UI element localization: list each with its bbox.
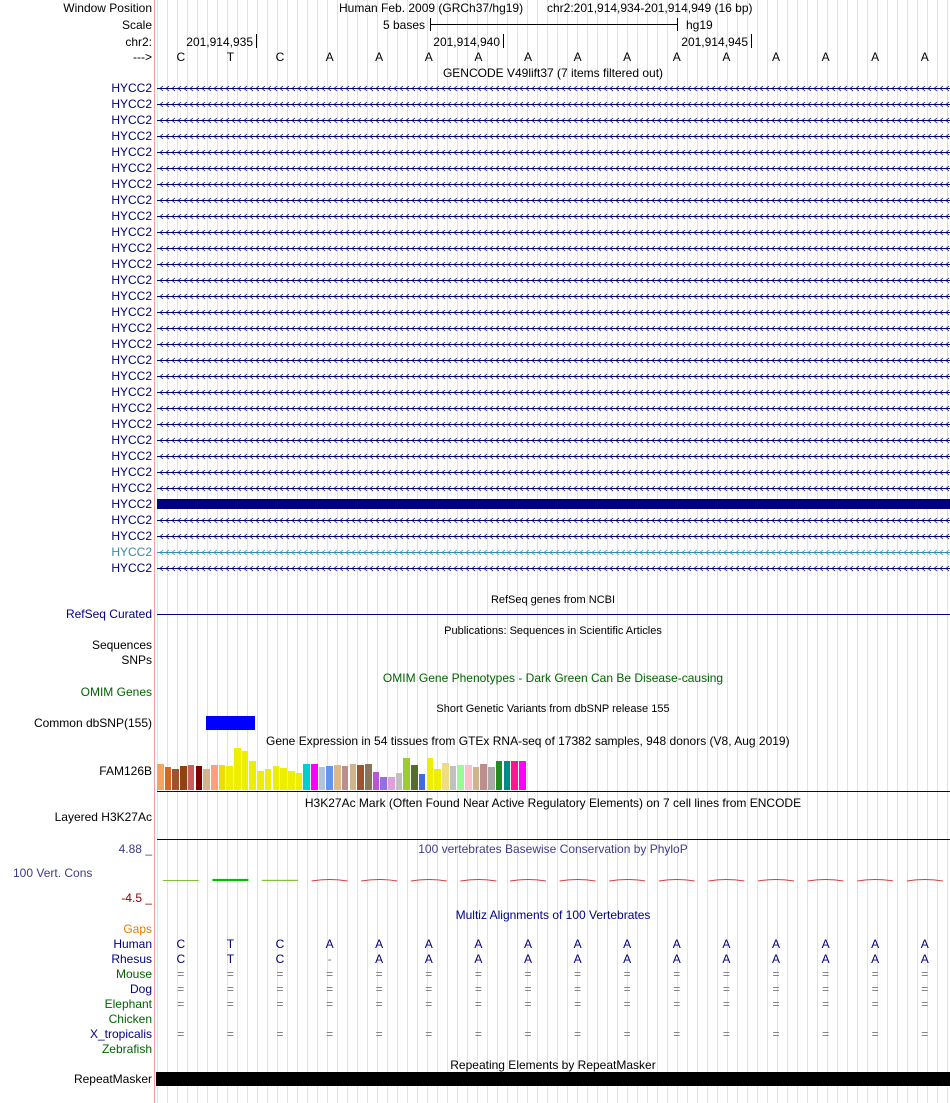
multiz-base: =: [326, 982, 334, 996]
multiz-base: =: [822, 982, 830, 996]
window-position-label: Window Position: [63, 1, 152, 15]
h3k27ac-track-label[interactable]: Layered H3K27Ac: [54, 810, 152, 824]
gtex-tissue-bar[interactable]: [273, 766, 280, 790]
gtex-tissue-bar[interactable]: [434, 769, 441, 790]
gencode-track-title[interactable]: GENCODE V49lift37 (7 items filtered out): [442, 66, 664, 80]
multiz-base: =: [524, 982, 532, 996]
multiz-species-label[interactable]: Chicken: [108, 1012, 152, 1026]
gtex-tissue-bar[interactable]: [265, 769, 272, 790]
multiz-base: =: [276, 997, 284, 1011]
multiz-base: =: [425, 1027, 433, 1041]
gtex-tissue-bar[interactable]: [373, 772, 380, 790]
phylop-track-title[interactable]: 100 vertebrates Basewise Conservation by PhyloP: [418, 842, 688, 856]
multiz-base: =: [772, 982, 780, 996]
gencode-gene-label[interactable]: HYCC2: [111, 337, 152, 351]
multiz-species-label[interactable]: Mouse: [115, 967, 152, 981]
base: A: [375, 50, 384, 64]
gencode-exon: [157, 499, 950, 509]
multiz-base: =: [574, 982, 582, 996]
multiz-base: =: [276, 1027, 284, 1041]
multiz-base: A: [325, 937, 334, 951]
multiz-base: =: [921, 967, 929, 981]
repeatmasker-block[interactable]: [156, 1072, 950, 1086]
phylop-track-label[interactable]: 100 Vert. Cons: [13, 866, 93, 880]
gtex-tissue-bar[interactable]: [288, 771, 295, 790]
gtex-tissue-bar[interactable]: [450, 766, 457, 790]
phylop-score: [758, 880, 794, 882]
gtex-tissue-bar[interactable]: [365, 764, 372, 790]
multiz-base: =: [177, 967, 185, 981]
dbsnp-variant[interactable]: [206, 716, 255, 730]
phylop-score: [163, 880, 199, 881]
multiz-base: A: [623, 937, 632, 951]
gtex-tissue-bar[interactable]: [380, 777, 387, 790]
gencode-gene-label[interactable]: HYCC2: [111, 385, 152, 399]
scale-text: 5 bases: [382, 18, 425, 32]
multiz-base: =: [474, 997, 482, 1011]
gencode-gene-label[interactable]: HYCC2: [111, 545, 152, 559]
multiz-base: =: [822, 967, 830, 981]
gencode-gene-label[interactable]: HYCC2: [111, 161, 152, 175]
multiz-base: =: [326, 967, 334, 981]
gtex-tissue-bar[interactable]: [342, 766, 349, 790]
multiz-base: A: [623, 952, 632, 966]
multiz-species-label[interactable]: Rhesus: [111, 952, 152, 966]
coord-tick: 201,914,935: [186, 35, 253, 49]
phylop-score: [212, 879, 248, 881]
base: A: [623, 50, 632, 64]
multiz-species-label[interactable]: Human: [113, 937, 152, 951]
gencode-gene-label[interactable]: HYCC2: [111, 417, 152, 431]
multiz-base: =: [425, 997, 433, 1011]
gtex-tissue-bar[interactable]: [473, 767, 480, 790]
gencode-gene-label[interactable]: HYCC2: [111, 369, 152, 383]
multiz-base: =: [474, 1027, 482, 1041]
gencode-gene-label[interactable]: HYCC2: [111, 513, 152, 527]
gencode-gene-label[interactable]: HYCC2: [111, 321, 152, 335]
gtex-tissue-bar[interactable]: [226, 766, 233, 790]
base: C: [176, 50, 186, 64]
multiz-base: =: [921, 1027, 929, 1041]
gencode-gene-label[interactable]: HYCC2: [111, 289, 152, 303]
multiz-base: =: [673, 997, 681, 1011]
gtex-tissue-bar[interactable]: [465, 765, 472, 790]
phylop-score: [659, 880, 695, 882]
gencode-gene-label[interactable]: HYCC2: [111, 113, 152, 127]
multiz-base: A: [424, 937, 433, 951]
multiz-base: =: [921, 982, 929, 996]
scale-db: hg19: [686, 18, 713, 32]
assembly-text: Human Feb. 2009 (GRCh37/hg19): [339, 1, 524, 15]
multiz-base: =: [425, 967, 433, 981]
base: A: [325, 50, 334, 64]
multiz-base: T: [226, 937, 235, 951]
gencode-gene-label[interactable]: HYCC2: [111, 225, 152, 239]
multiz-base: C: [176, 937, 186, 951]
multiz-base: =: [375, 997, 383, 1011]
base: A: [871, 50, 880, 64]
gencode-gene-label[interactable]: HYCC2: [111, 561, 152, 575]
gtex-tissue-bar[interactable]: [427, 758, 434, 790]
refseq-track-label[interactable]: RefSeq Curated: [65, 607, 152, 621]
multiz-base: =: [276, 982, 284, 996]
multiz-base: =: [425, 982, 433, 996]
multiz-base: =: [177, 997, 185, 1011]
gencode-gene-label[interactable]: HYCC2: [111, 305, 152, 319]
multiz-base: =: [722, 967, 730, 981]
multiz-base: =: [871, 967, 879, 981]
gencode-gene-label[interactable]: HYCC2: [111, 145, 152, 159]
multiz-base: A: [871, 937, 880, 951]
gencode-gene-label[interactable]: HYCC2: [111, 401, 152, 415]
multiz-base: =: [623, 967, 631, 981]
multiz-base: A: [871, 952, 880, 966]
gtex-tissue-bar[interactable]: [211, 765, 218, 790]
multiz-base: A: [523, 952, 532, 966]
gtex-tissue-bar[interactable]: [303, 764, 310, 790]
multiz-base: =: [673, 967, 681, 981]
multiz-base: A: [573, 937, 582, 951]
gencode-gene-label[interactable]: HYCC2: [111, 129, 152, 143]
gtex-tissue-bar[interactable]: [196, 766, 203, 790]
gtex-tissue-bar[interactable]: [280, 768, 287, 790]
gtex-tissue-bar[interactable]: [319, 767, 326, 790]
gencode-gene-label[interactable]: HYCC2: [111, 465, 152, 479]
multiz-base: =: [871, 1027, 879, 1041]
multiz-species-label[interactable]: Dog: [129, 982, 152, 996]
multiz-base: A: [722, 937, 731, 951]
multiz-base: =: [822, 1027, 830, 1041]
multiz-base: A: [573, 952, 582, 966]
multiz-base: A: [771, 952, 780, 966]
gtex-tissue-bar[interactable]: [511, 761, 518, 790]
multiz-species-label[interactable]: Zebrafish: [101, 1042, 152, 1056]
multiz-base: =: [375, 1027, 383, 1041]
gencode-gene-label[interactable]: HYCC2: [111, 209, 152, 223]
gtex-tissue-bar[interactable]: [242, 751, 249, 790]
position-text: chr2:201,914,934-201,914,949 (16 bp): [547, 1, 753, 15]
gtex-tissue-bar[interactable]: [219, 765, 226, 790]
phylop-score: [808, 880, 844, 882]
multiz-base: A: [474, 937, 483, 951]
publications-label-snps[interactable]: SNPs: [121, 653, 152, 667]
gencode-gene-label[interactable]: HYCC2: [111, 353, 152, 367]
publications-track-title[interactable]: Publications: Sequences in Scientific Articles: [444, 625, 662, 637]
multiz-base: =: [574, 967, 582, 981]
chrom-label: chr2:: [125, 35, 152, 49]
multiz-base: =: [226, 997, 234, 1011]
multiz-base: =: [574, 1027, 582, 1041]
gtex-tissue-bar[interactable]: [249, 761, 256, 790]
phylop-max-label: 4.88 _: [118, 842, 152, 856]
gtex-tissue-bar[interactable]: [396, 773, 403, 790]
multiz-base: =: [375, 982, 383, 996]
omim-track-label[interactable]: OMIM Genes: [80, 685, 152, 699]
gtex-tissue-bar[interactable]: [457, 765, 464, 790]
base: A: [672, 50, 681, 64]
multiz-base: =: [524, 967, 532, 981]
gencode-gene-label[interactable]: HYCC2: [111, 273, 152, 287]
gtex-tissue-bar[interactable]: [403, 758, 410, 790]
multiz-base: =: [722, 982, 730, 996]
multiz-base: A: [821, 937, 830, 951]
gtex-tissue-bar[interactable]: [334, 765, 341, 790]
multiz-base: A: [672, 952, 681, 966]
multiz-base: =: [226, 967, 234, 981]
multiz-base: =: [722, 1027, 730, 1041]
gtex-tissue-bar[interactable]: [165, 767, 172, 790]
multiz-base: A: [920, 937, 929, 951]
gencode-gene-label[interactable]: HYCC2: [111, 193, 152, 207]
gtex-tissue-bar[interactable]: [388, 777, 395, 790]
base: A: [920, 50, 929, 64]
multiz-base: =: [623, 1027, 631, 1041]
multiz-base: =: [871, 982, 879, 996]
gtex-tissue-bar[interactable]: [519, 761, 526, 790]
gtex-tissue-bar[interactable]: [504, 761, 511, 790]
multiz-base: =: [772, 1027, 780, 1041]
multiz-species-label[interactable]: X_tropicalis: [89, 1027, 152, 1041]
gtex-tissue-bar[interactable]: [188, 765, 195, 790]
h3k27ac-track-title[interactable]: H3K27Ac Mark (Often Found Near Active Regulatory Elements) on 7 cell lines from ENCODE: [304, 796, 802, 810]
gtex-tissue-bar[interactable]: [357, 765, 364, 790]
repeatmasker-track-title[interactable]: Repeating Elements by RepeatMasker: [450, 1058, 656, 1072]
gencode-gene-label[interactable]: HYCC2: [111, 529, 152, 543]
multiz-track-title[interactable]: Multiz Alignments of 100 Vertebrates: [455, 908, 651, 922]
gtex-tissue-bar[interactable]: [326, 766, 333, 790]
gtex-tissue-bar[interactable]: [296, 773, 303, 790]
gtex-track-label[interactable]: FAM126B: [99, 764, 152, 778]
multiz-base: =: [177, 982, 185, 996]
phylop-score: [411, 880, 447, 882]
coord-tick: 201,914,945: [681, 35, 748, 49]
base: A: [424, 50, 433, 64]
multiz-base: =: [524, 997, 532, 1011]
multiz-base: =: [326, 1027, 334, 1041]
multiz-base: T: [226, 952, 235, 966]
phylop-score: [708, 880, 744, 882]
gtex-tissue-bar[interactable]: [442, 763, 449, 790]
multiz-base: =: [474, 982, 482, 996]
multiz-base: A: [771, 937, 780, 951]
coord-tick: 201,914,940: [433, 35, 500, 49]
multiz-base: A: [474, 952, 483, 966]
multiz-base: A: [375, 952, 384, 966]
multiz-base: =: [326, 997, 334, 1011]
gencode-gene-label[interactable]: HYCC2: [111, 177, 152, 191]
gtex-tissue-bar[interactable]: [419, 774, 426, 790]
gtex-tissue-bar[interactable]: [257, 771, 264, 790]
multiz-base: =: [524, 1027, 532, 1041]
gencode-gene-label[interactable]: HYCC2: [111, 449, 152, 463]
gtex-track-title[interactable]: Gene Expression in 54 tissues from GTEx RNA-seq of 17382 samples, 948 donors (V8, Aug 2019): [266, 734, 790, 748]
multiz-base: =: [474, 967, 482, 981]
multiz-base: =: [574, 997, 582, 1011]
gtex-tissue-bar[interactable]: [480, 764, 487, 790]
multiz-base: =: [772, 967, 780, 981]
gtex-tissue-bar[interactable]: [411, 765, 418, 790]
phylop-min-label: -4.5 _: [121, 891, 152, 905]
gencode-gene-label[interactable]: HYCC2: [111, 97, 152, 111]
multiz-base: A: [375, 937, 384, 951]
repeatmasker-track-label[interactable]: RepeatMasker: [73, 1072, 152, 1086]
multiz-base: =: [276, 967, 284, 981]
multiz-base: =: [921, 997, 929, 1011]
multiz-base: C: [275, 952, 285, 966]
base: A: [722, 50, 731, 64]
multiz-species-label[interactable]: Elephant: [104, 997, 152, 1011]
gtex-tissue-bar[interactable]: [496, 761, 503, 790]
multiz-base: C: [275, 937, 285, 951]
gencode-gene-label[interactable]: HYCC2: [111, 433, 152, 447]
multiz-base: C: [176, 952, 186, 966]
gencode-gene-label[interactable]: HYCC2: [111, 241, 152, 255]
base: A: [771, 50, 780, 64]
gencode-gene-label[interactable]: HYCC2: [111, 497, 152, 511]
gtex-tissue-bar[interactable]: [180, 766, 187, 790]
phylop-score: [361, 880, 397, 882]
multiz-base: =: [623, 997, 631, 1011]
multiz-base: =: [226, 982, 234, 996]
refseq-track-title[interactable]: RefSeq genes from NCBI: [490, 594, 616, 606]
dbsnp-track-label[interactable]: Common dbSNP(155): [33, 716, 152, 730]
base: A: [821, 50, 830, 64]
dbsnp-track-title[interactable]: Short Genetic Variants from dbSNP release 155: [436, 703, 670, 715]
omim-track-title[interactable]: OMIM Gene Phenotypes - Dark Green Can Be Disease-causing: [382, 671, 724, 685]
multiz-base: A: [523, 937, 532, 951]
multiz-base: =: [722, 997, 730, 1011]
multiz-base: =: [226, 1027, 234, 1041]
multiz-base: A: [424, 952, 433, 966]
gtex-tissue-bar[interactable]: [157, 764, 164, 790]
multiz-base: -: [327, 952, 332, 966]
gtex-tissue-bar[interactable]: [172, 769, 179, 790]
multiz-base: A: [722, 952, 731, 966]
phylop-score: [262, 880, 298, 881]
strand-label: --->: [133, 50, 152, 64]
base: A: [523, 50, 532, 64]
multiz-base: A: [821, 952, 830, 966]
base: A: [573, 50, 582, 64]
multiz-base: =: [871, 997, 879, 1011]
base: T: [226, 50, 235, 64]
multiz-base: =: [822, 997, 830, 1011]
gencode-gene-label[interactable]: HYCC2: [111, 481, 152, 495]
multiz-base: =: [772, 997, 780, 1011]
multiz-base: =: [177, 1027, 185, 1041]
phylop-score: [460, 880, 496, 882]
multiz-base: A: [672, 937, 681, 951]
scale-label: Scale: [121, 18, 152, 32]
gtex-tissue-bar[interactable]: [488, 767, 495, 790]
base: C: [275, 50, 285, 64]
multiz-base: =: [673, 982, 681, 996]
gtex-tissue-bar[interactable]: [311, 764, 318, 790]
base: A: [474, 50, 483, 64]
gencode-gene-label[interactable]: HYCC2: [111, 257, 152, 271]
multiz-base: =: [673, 1027, 681, 1041]
gtex-tissue-bar[interactable]: [350, 764, 357, 790]
gencode-gene-label[interactable]: HYCC2: [111, 81, 152, 95]
publications-label-sequences[interactable]: Sequences: [91, 638, 152, 652]
multiz-base: =: [623, 982, 631, 996]
multiz-base: A: [920, 952, 929, 966]
gtex-tissue-bar[interactable]: [203, 769, 210, 790]
gtex-tissue-bar[interactable]: [234, 748, 241, 790]
multiz-base: =: [375, 967, 383, 981]
multiz-gaps-label[interactable]: Gaps: [123, 922, 152, 936]
